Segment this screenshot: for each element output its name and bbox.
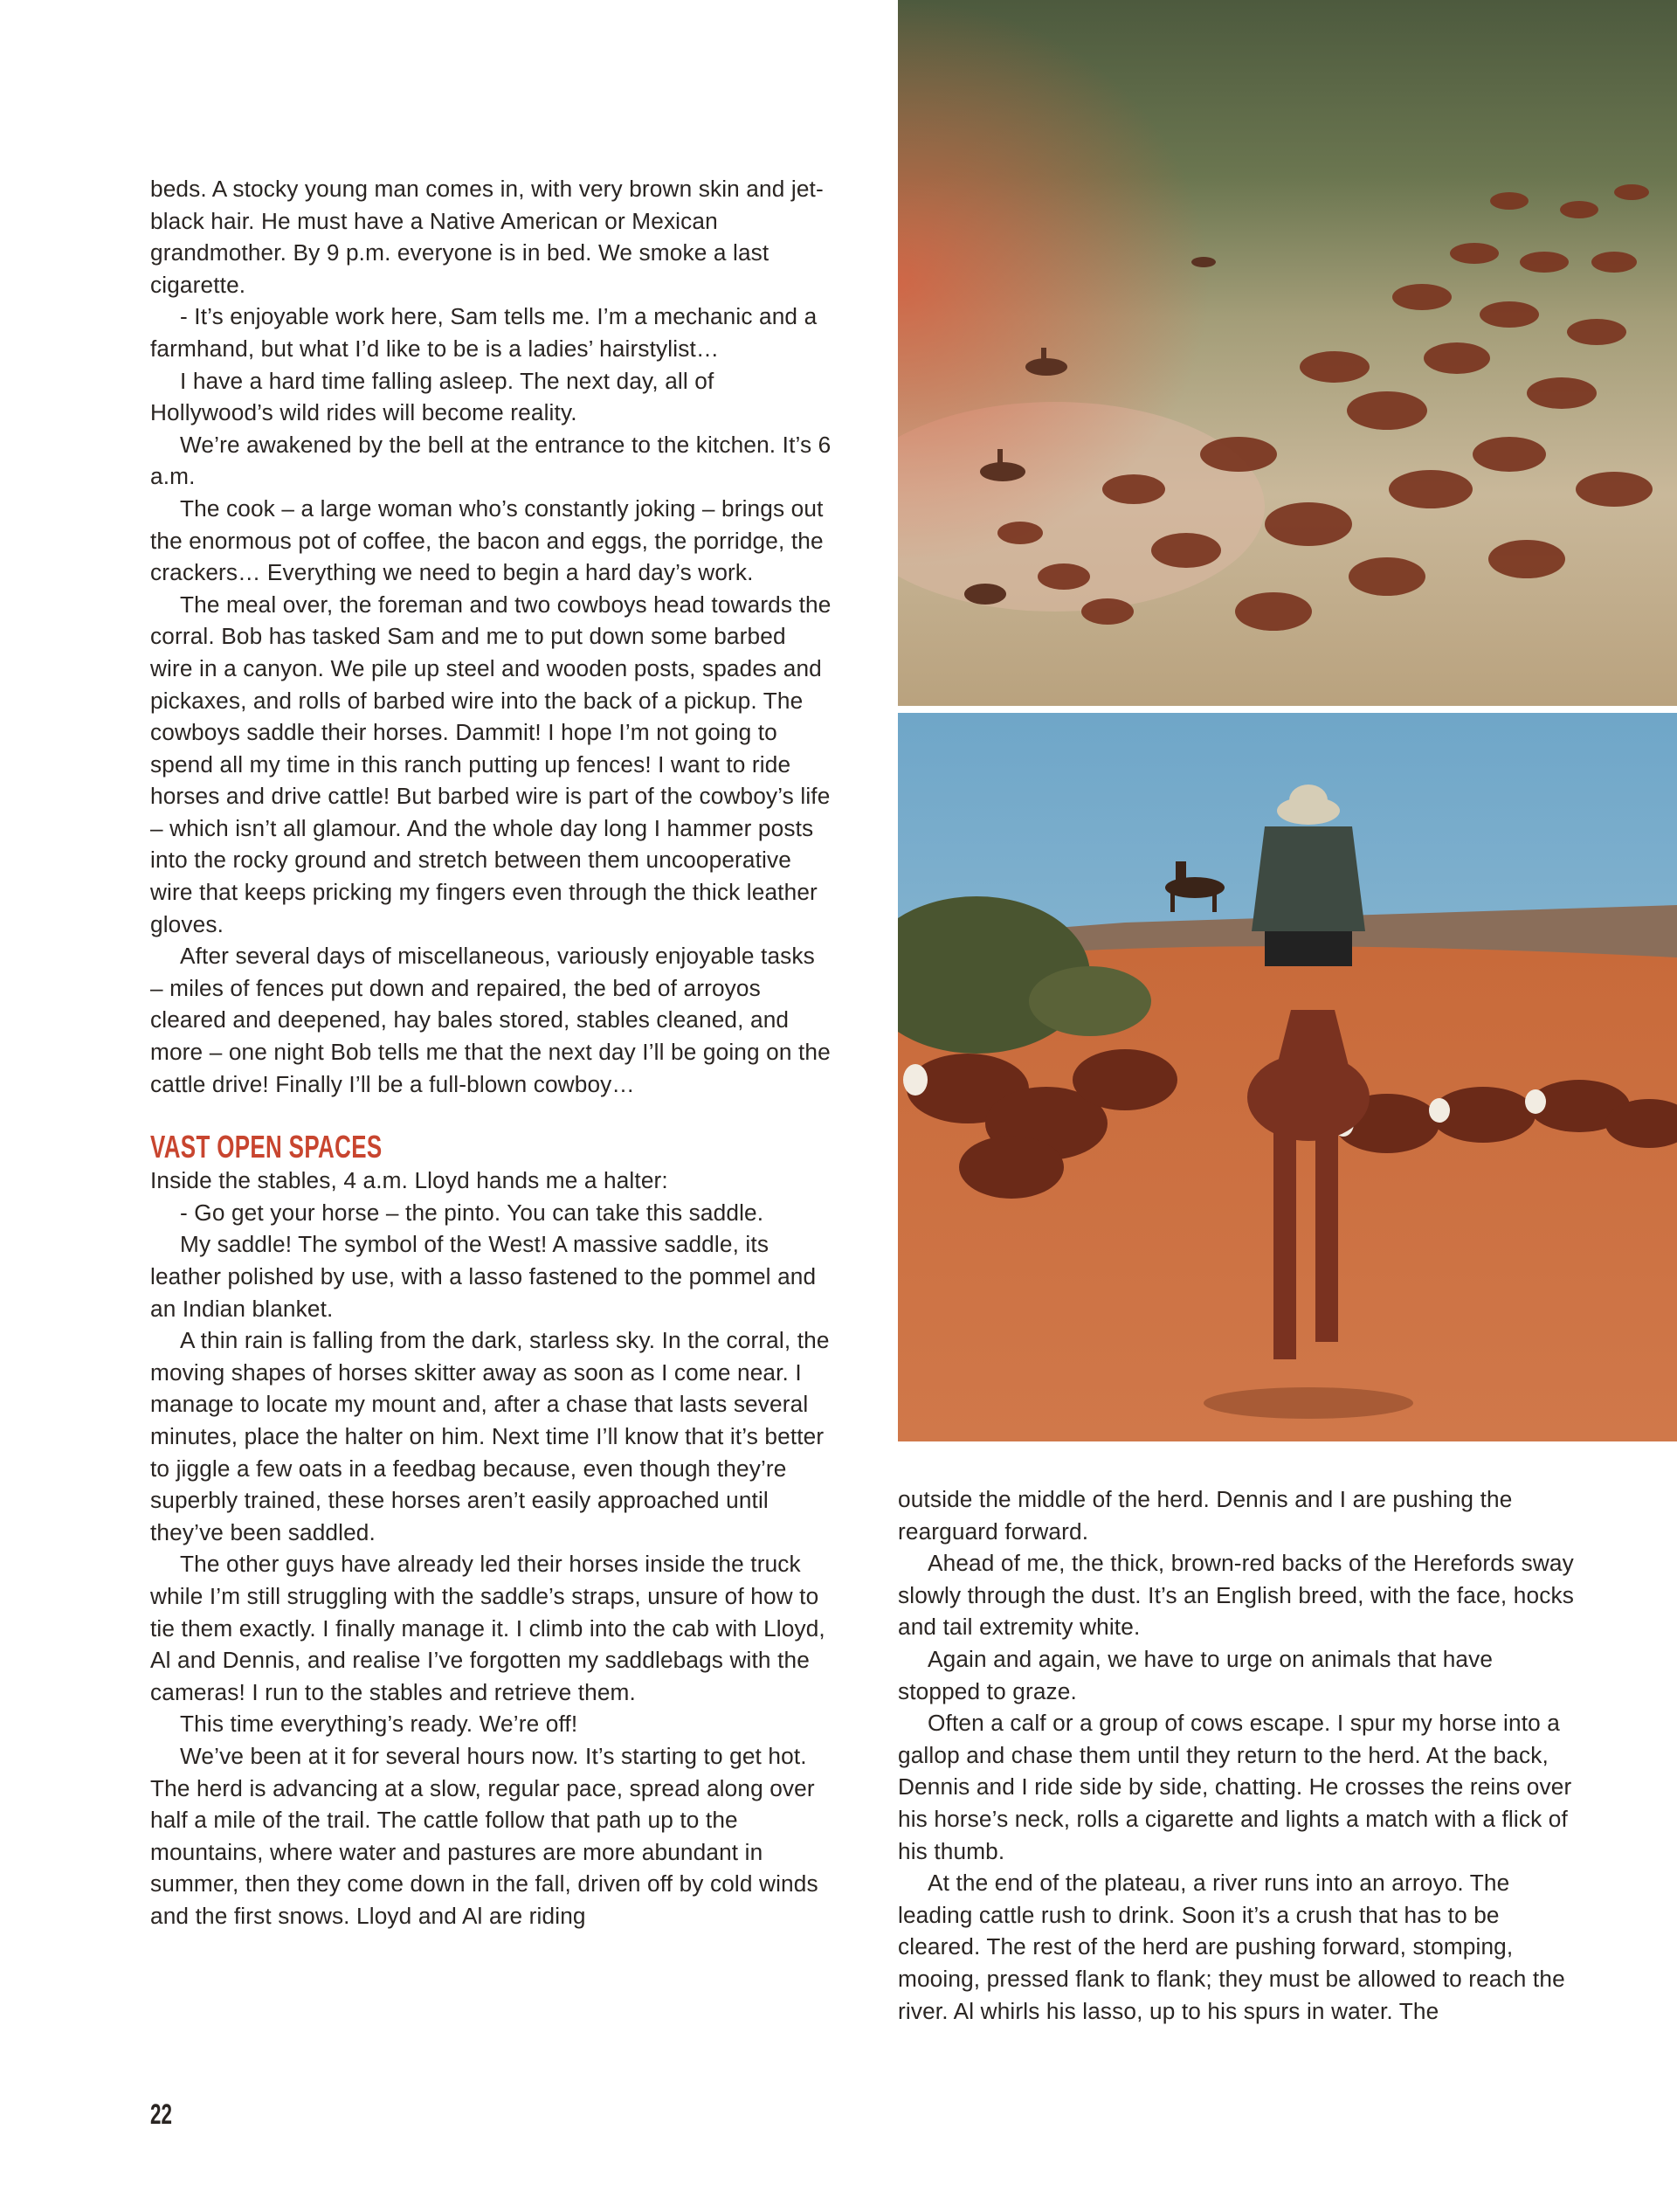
body-paragraph: The meal over, the foreman and two cowboys head towards the corral. Bob has tasked Sam and me to put down some barbed wire in a canyon. We pile up steel and wooden posts, spades and pickaxes, and rolls of barbed wire into the back of a pickup. The cowboys saddle their horses. Dammit! I hope I’m not going to spend all my time in this ranch putting up fences! I want to ride horses and drive cattle! But barbed wire is part of the cowboy’s life – which isn’t all glamour. And the whole day long I hammer posts into the rocky ground and stretch between them uncooperative wire that keeps pricking my fingers even through the thick leather gloves. [150, 591, 832, 937]
body-paragraph: After several days of miscellaneous, variously enjoyable tasks – miles of fences put down and repaired, the bed of arroyos cleared and deepened, hay bales stored, stables cleaned, and more – one night Bob tells me that the next day I’ll be going on the cattle drive! Finally I’ll be a full-blown cowboy… [150, 943, 831, 1097]
body-paragraph: I have a hard time falling asleep. The next day, all of Hollywood’s wild rides will become reality. [150, 367, 714, 426]
body-paragraph: We’ve been at it for several hours now. It’s starting to get hot. The herd is advancing at a slow, regular pace, spread along over half a mile of the trail. The cattle follow that path up to the mountains, where water and pastures are more abundant in summer, then they come down in the fall, driven off by cold winds and the first snows. Lloyd and Al are riding [150, 1742, 818, 1929]
body-paragraph: Often a calf or a group of cows escape. I spur my horse into a gallop and chase them until they return to the herd. At the back, Dennis and I ride side by side, chatting. He crosses the reins over his horse’s neck, rolls a cigarette and lights a match with a flick of his thumb. [898, 1710, 1572, 1864]
body-paragraph: This time everything’s ready. We’re off! [180, 1711, 578, 1738]
body-paragraph: The cook – a large woman who’s constantly joking – brings out the enormous pot of coffee, the bacon and eggs, the porridge, the crackers… Everything we need to begin a hard day’s work. [150, 494, 824, 586]
body-paragraph: Inside the stables, 4 a.m. Lloyd hands me a halter: [150, 1167, 668, 1194]
body-paragraph: - Go get your horse – the pinto. You can take this saddle. [180, 1199, 764, 1226]
body-paragraph: The other guys have already led their horses inside the truck while I’m still struggling with the saddle’s straps, unsure of how to tie them exactly. I finally manage it. I climb into the cab with Lloyd, Al and Dennis, and realise I’ve forgotten my saddlebags with the cameras! I run to the stables and retrieve them. [150, 1551, 825, 1705]
right-text-column [898, 1483, 1579, 2027]
cattle-herd-aerial-photo [898, 0, 1677, 706]
body-paragraph: beds. A stocky young man comes in, with very brown skin and jet-black hair. He must have a Native American or Mexican grandmother. By 9 p.m. everyone is in bed. We smoke a last cigarette. [150, 176, 824, 298]
cowboy-rider-photo [898, 713, 1677, 1441]
section-heading: VAST OPEN SPACES [150, 1129, 383, 1165]
body-paragraph: outside the middle of the herd. Dennis and I are pushing the rearguard forward. [898, 1486, 1513, 1545]
body-paragraph: Ahead of me, the thick, brown-red backs of the Herefords sway slowly through the dust. It’s an English breed, with the face, hocks and tail extremity white. [898, 1550, 1574, 1641]
body-paragraph: At the end of the plateau, a river runs into an arroyo. The leading cattle rush to drink. Soon it’s a crush that has to be cleared. The rest of the herd are pushing forward, stomping, mooing, pressed flank to flank; they must be allowed to reach the river. Al whirls his lasso, up to his spurs in water. The [898, 1870, 1565, 2024]
page-number: 22 [150, 2098, 172, 2130]
body-paragraph: We’re awakened by the bell at the entrance to the kitchen. It’s 6 a.m. [150, 431, 832, 490]
body-paragraph: My saddle! The symbol of the West! A massive saddle, its leather polished by use, with a lasso fastened to the pommel and an Indian blanket. [150, 1231, 817, 1322]
body-paragraph: - It’s enjoyable work here, Sam tells me. I’m a mechanic and a farmhand, but what I’d like to be is a ladies’ hairstylist… [150, 303, 818, 362]
body-paragraph: A thin rain is falling from the dark, starless sky. In the corral, the moving shapes of horses skitter away as soon as I come near. I manage to locate my mount and, after a chase that lasts several minutes, place the halter on him. Next time I’ll know that it’s better to jiggle a few oats in a feedbag because, even though they’re superbly trained, these horses aren’t easily approached until they’ve been saddled. [150, 1327, 830, 1545]
left-text-column [150, 173, 832, 1932]
body-paragraph: Again and again, we have to urge on animals that have stopped to graze. [898, 1645, 1494, 1704]
